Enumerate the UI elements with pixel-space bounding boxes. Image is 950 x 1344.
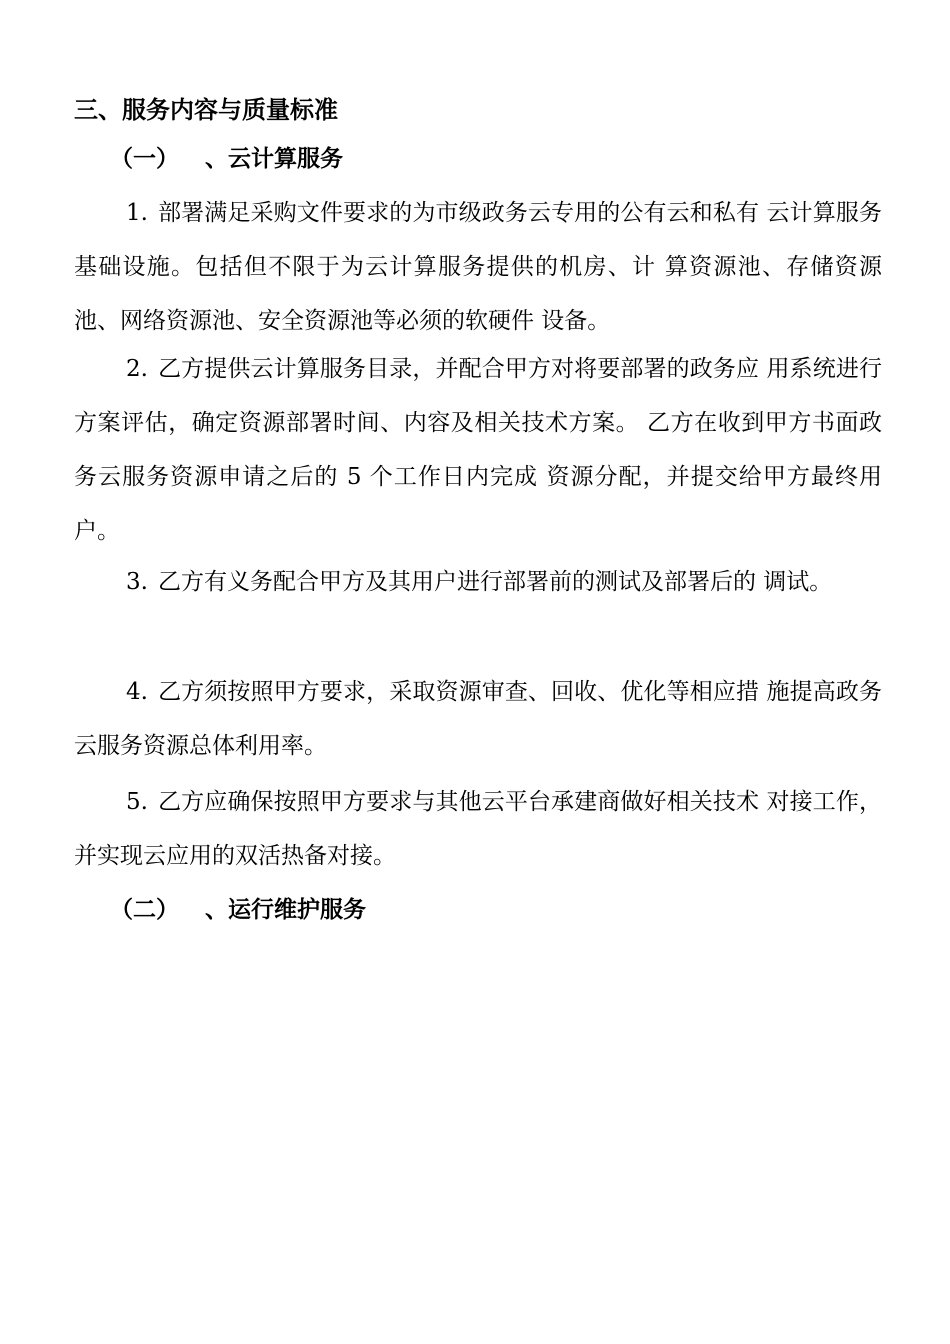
item-text: 乙方提供云计算服务目录，并配合甲方对将要部署的政务应 用系统进行方案评估，确定资源部署时间、内容及相关技术方案。 乙方在收到甲方书面政务云服务资源申请之后的 5 个工作日内完成 资源分配，并提交给甲方最终用户。 (74, 356, 882, 544)
paragraph-item-3 (74, 555, 882, 609)
subsection-title: 、云计算服务 (205, 146, 343, 172)
item-number: 3. (126, 569, 148, 595)
subsection-heading-operations (110, 893, 366, 927)
item-text: 乙方须按照甲方要求，采取资源审查、回收、优化等相应措 施提高政务云服务资源总体利用率。 (74, 679, 882, 759)
subsection-number: （一） (110, 146, 179, 172)
paragraph-item-1 (74, 186, 882, 348)
item-number: 1. (126, 200, 148, 226)
paragraph-item-5 (74, 775, 882, 883)
item-text: 部署满足采购文件要求的为市级政务云专用的公有云和私有 云计算服务基础设施。包括但不限于为云计算服务提供的机房、计 算资源池、存储资源池、网络资源池、安全资源池等必须的软硬件 设备。 (74, 200, 882, 334)
item-number: 4. (126, 679, 148, 705)
subsection-heading-cloud-computing (110, 142, 343, 176)
item-number: 2. (126, 356, 148, 382)
subsection-number: （二） (110, 897, 179, 923)
item-number: 5. (126, 789, 148, 815)
section-heading: 三、服务内容与质量标准 (74, 96, 338, 124)
subsection-title: 、运行维护服务 (205, 897, 366, 923)
item-text: 乙方有义务配合甲方及其用户进行部署前的测试及部署后的 调试。 (157, 569, 833, 595)
paragraph-item-4 (74, 665, 882, 773)
item-text: 乙方应确保按照甲方要求与其他云平台承建商做好相关技术 对接工作，并实现云应用的双活热备对接。 (74, 789, 882, 869)
paragraph-item-2 (74, 342, 882, 558)
